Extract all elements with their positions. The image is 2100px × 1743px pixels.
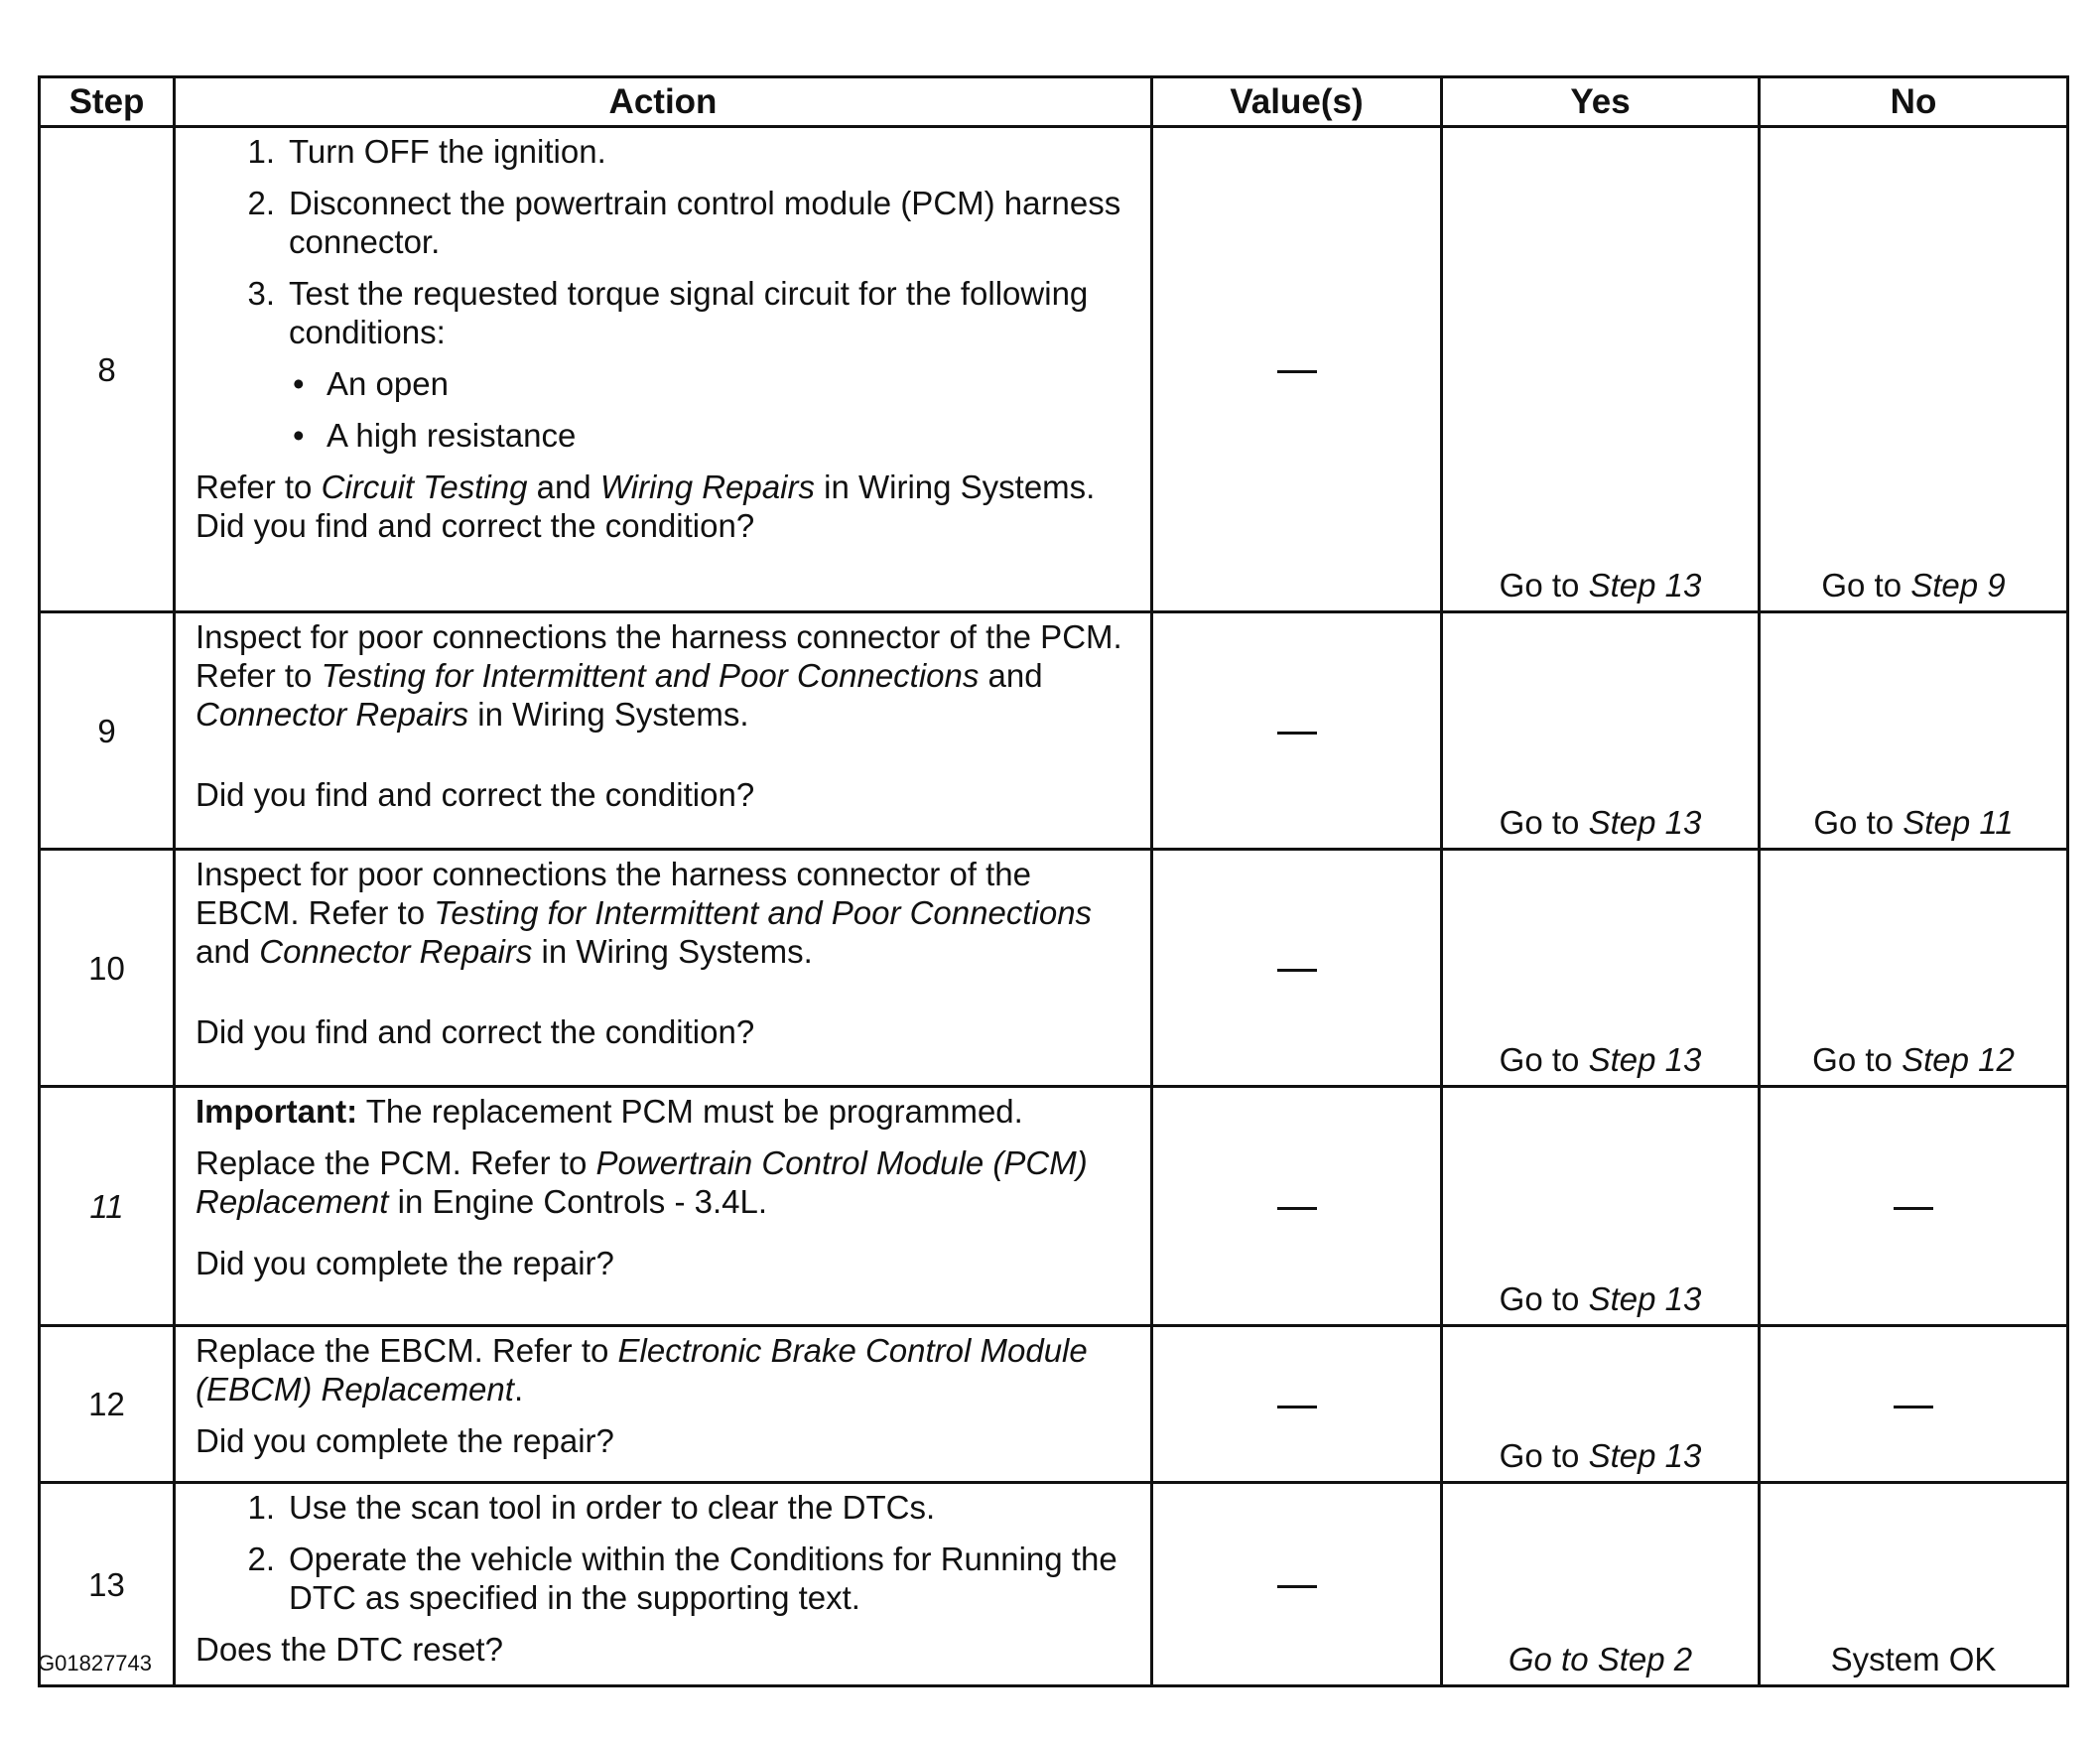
list-item: 1. Turn OFF the ignition. (247, 133, 606, 170)
action-cell (175, 1326, 1152, 1483)
table-row (40, 1483, 2068, 1686)
no-cell: Go to Step 9 (1760, 127, 2068, 612)
question-text: Did you find and correct the condition? (196, 1013, 755, 1050)
header-values: Value(s) (1152, 77, 1442, 127)
bullet-item: • An open (293, 365, 449, 402)
action-cell (175, 612, 1152, 850)
bullet-icon: • (293, 365, 305, 402)
list-item: 3. Test the requested torque signal circuit for the following conditions: (247, 275, 1089, 350)
no-cell: System OK (1760, 1483, 2068, 1686)
table-row (40, 612, 2068, 850)
value-cell (1152, 612, 1442, 850)
dash-mark (1277, 1585, 1317, 1588)
value-cell (1152, 1483, 1442, 1686)
action-text: Replace the PCM. Refer to Powertrain Control Module (PCM) Replacement in Engine Controls - 3.4L. (196, 1144, 1088, 1220)
dash-mark (1277, 1207, 1317, 1210)
header-yes: Yes (1442, 77, 1760, 127)
step-number: 9 (40, 612, 175, 850)
question-text: Does the DTC reset? (196, 1631, 503, 1668)
dash-mark (1277, 1406, 1317, 1408)
yes-cell: Go to Step 13 (1442, 1087, 1760, 1326)
step-number: 13 (40, 1483, 175, 1686)
value-cell (1152, 850, 1442, 1087)
dash-mark (1277, 370, 1317, 373)
question-text: Did you find and correct the condition? (196, 507, 755, 544)
dash-mark (1277, 969, 1317, 972)
no-cell (1760, 1087, 2068, 1326)
question-text: Did you complete the repair? (196, 1245, 614, 1281)
dash-mark (1894, 1406, 1933, 1408)
action-text: Replace the EBCM. Refer to Electronic Brake Control Module (EBCM) Replacement. (196, 1332, 1088, 1408)
action-cell (175, 127, 1152, 612)
list-item: 2. Disconnect the powertrain control module (PCM) harness connector. (247, 185, 1121, 260)
action-cell (175, 1087, 1152, 1326)
yes-cell: Go to Step 2 (1442, 1483, 1760, 1686)
value-cell (1152, 1326, 1442, 1483)
yes-cell: Go to Step 13 (1442, 1326, 1760, 1483)
diagnostic-table (38, 75, 2069, 1687)
no-cell: Go to Step 11 (1760, 612, 2068, 850)
important-note: Important: The replacement PCM must be programmed. (196, 1093, 1023, 1130)
step-number: 12 (40, 1326, 175, 1483)
question-text: Did you find and correct the condition? (196, 776, 755, 813)
table-row (40, 1087, 2068, 1326)
dash-mark (1277, 732, 1317, 735)
step-number: 10 (40, 850, 175, 1087)
header-no: No (1760, 77, 2068, 127)
table-row (40, 850, 2068, 1087)
action-text: Inspect for poor connections the harness connector of the PCM. Refer to Testing for Intermittent and Poor Connections and Connector Repairs in Wiring Systems. (196, 618, 1122, 733)
list-item: 1. Use the scan tool in order to clear the DTCs. (247, 1489, 936, 1526)
step-number: 8 (40, 127, 175, 612)
header-action: Action (175, 77, 1152, 127)
value-cell (1152, 127, 1442, 612)
yes-cell: Go to Step 13 (1442, 612, 1760, 850)
list-item: 2. Operate the vehicle within the Conditions for Running the DTC as specified in the supporting text. (247, 1541, 1117, 1616)
header-row (40, 77, 2068, 127)
bullet-item: • A high resistance (293, 417, 577, 454)
yes-cell: Go to Step 13 (1442, 850, 1760, 1087)
yes-cell: Go to Step 13 (1442, 127, 1760, 612)
figure-id: G01827743 (38, 1651, 152, 1676)
dash-mark (1894, 1207, 1933, 1210)
reference-text: Refer to Circuit Testing and Wiring Repairs in Wiring Systems. (196, 469, 1096, 505)
no-cell: Go to Step 12 (1760, 850, 2068, 1087)
action-cell (175, 850, 1152, 1087)
value-cell (1152, 1087, 1442, 1326)
table-row (40, 127, 2068, 612)
no-cell (1760, 1326, 2068, 1483)
step-number: 11 (40, 1087, 175, 1326)
action-cell (175, 1483, 1152, 1686)
action-text: Inspect for poor connections the harness connector of the EBCM. Refer to Testing for Intermittent and Poor Connections and Connector Repairs in Wiring Systems. (196, 856, 1093, 970)
table-row (40, 1326, 2068, 1483)
header-step: Step (40, 77, 175, 127)
bullet-icon: • (293, 417, 305, 454)
question-text: Did you complete the repair? (196, 1422, 614, 1459)
